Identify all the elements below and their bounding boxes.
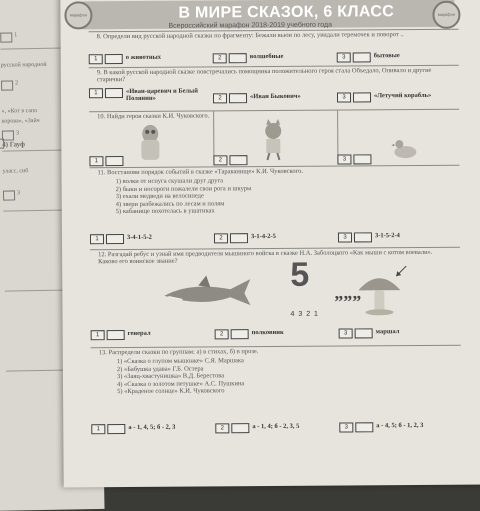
answer-box[interactable] <box>106 234 124 244</box>
box-number: 2 <box>15 80 19 87</box>
text-fragment: 4) Гауф <box>2 140 25 149</box>
option-1[interactable] <box>89 156 123 166</box>
answer-box <box>1 80 13 90</box>
answer-box[interactable] <box>355 328 373 338</box>
character-figure-1 <box>135 122 165 162</box>
option-number: 3 <box>339 328 353 338</box>
rebus-digits: 4 3 2 1 <box>290 310 319 318</box>
option-3[interactable] <box>337 92 431 103</box>
option-3[interactable] <box>337 52 400 62</box>
option-number: 2 <box>213 155 227 165</box>
option-number: 1 <box>91 424 105 434</box>
option-2[interactable] <box>213 93 301 104</box>
option-number: 3 <box>339 422 353 432</box>
option-2[interactable] <box>213 53 284 63</box>
events-list <box>116 177 252 216</box>
answer-box[interactable] <box>355 422 373 432</box>
option-1[interactable] <box>91 424 175 435</box>
task-12 <box>90 247 461 347</box>
option-label: полковник <box>251 328 284 337</box>
list-item: 3) ехали медведи на велосипеде <box>115 192 204 201</box>
arrow-icon <box>394 264 408 278</box>
option-number: 2 <box>214 233 228 243</box>
option-number: 2 <box>213 53 227 63</box>
option-number: 3 <box>338 232 352 242</box>
task-13 <box>91 345 462 449</box>
option-number: 3 <box>337 92 351 102</box>
option-3[interactable] <box>339 328 400 338</box>
option-number: 3 <box>337 52 351 62</box>
rebus-commas: „„„ <box>334 282 362 303</box>
box-number: 1 <box>14 32 18 39</box>
character-figure-3 <box>391 136 419 160</box>
option-label: «Иван-царевич и Белый Полянин» <box>125 87 199 103</box>
option-label: а - 4, 5; б - 1, 2, 3 <box>376 421 424 430</box>
list-item: 4) «Сказка о золотом петушке» А.С. Пушкина <box>116 379 245 388</box>
task-11 <box>89 165 460 249</box>
task-question: 8. Определи вид русской народной сказки по фрагменту: Бежали вьюи по лесу, увидали теремочек и поворот .. <box>96 31 404 41</box>
task-10 <box>89 109 459 167</box>
answer-box[interactable] <box>354 232 372 242</box>
option-label: а - 1, 4, 5; б - 2, 3 <box>128 423 176 432</box>
answer-box[interactable] <box>105 156 123 166</box>
option-label: 3-1-4-2-5 <box>250 232 276 241</box>
option-label: «Летучий корабль» <box>373 91 432 100</box>
option-number: 2 <box>213 93 227 103</box>
option-number: 2 <box>215 423 229 433</box>
worksheet <box>60 0 480 487</box>
option-2[interactable] <box>215 329 284 339</box>
list-item: 5) кабанище похотелась в ушатиках <box>115 207 215 216</box>
answer-box[interactable] <box>231 423 249 433</box>
character-figure-2 <box>253 119 293 161</box>
task-8 <box>89 29 459 67</box>
option-3[interactable] <box>339 422 423 433</box>
answer-box[interactable] <box>353 154 371 164</box>
task-question: 13. Распредели сказки по группам: а) в стихах, б) в прозе. <box>98 348 259 357</box>
option-label: 3-1-5-2-4 <box>374 232 400 240</box>
page-subtitle: Всероссийский марафон 2018-2019 учебного года <box>168 21 332 30</box>
option-3[interactable] <box>338 232 400 242</box>
answer-box[interactable] <box>229 53 247 63</box>
answer-box[interactable] <box>107 424 125 434</box>
option-number: 1 <box>89 54 103 64</box>
option-label: генерал <box>127 329 151 338</box>
marathon-logo: марафон <box>432 1 460 29</box>
option-2[interactable] <box>215 423 299 434</box>
task-question: 10. Найди героя сказки К.И. Чуковского. <box>97 112 210 121</box>
option-number: 3 <box>337 154 351 164</box>
task-question: 12. Разгадай ребус и узнай имя предводителя мышиного войска в сказке Н.А. Заболоцкого «Как мыши с котом воевали». Каково его воинское звание? <box>98 248 433 266</box>
box-number: 3 <box>15 130 20 137</box>
box-number: 3 <box>16 190 21 197</box>
option-1[interactable] <box>91 330 151 340</box>
list-item: 5) «Краденое солнце» К.И. Чуковского <box>117 387 225 396</box>
option-label: маршал <box>375 328 400 336</box>
task-question: 11. Восстанови порядок событий в сказке «Тараканище» К.И. Чуковского. <box>97 167 303 177</box>
task-9 <box>89 65 459 111</box>
answer-box[interactable] <box>230 233 248 243</box>
option-label: бытовые <box>373 52 400 60</box>
list-item: 1) «Сказка о глупом мышонке» С.Я. Маршака <box>116 357 244 366</box>
rebus-number: 5 <box>290 255 310 294</box>
option-number: 1 <box>89 88 103 98</box>
task-question: 9. В какой русской народной сказке повстречались помощника положительного героя стала Объедало, Опивало и другие старички? <box>96 66 432 84</box>
option-1[interactable] <box>89 54 161 65</box>
list-item: 2) «Бабушка удава» Г.Б. Остера <box>116 365 204 373</box>
list-item: 3) «Заяц-хвастунишка» В.Д. Берестова <box>116 372 225 381</box>
option-number: 1 <box>89 156 103 166</box>
option-2[interactable] <box>213 155 247 165</box>
answer-box[interactable] <box>353 92 371 102</box>
answer-box <box>0 139 4 149</box>
answer-box[interactable] <box>105 88 123 98</box>
option-label: о животных <box>125 53 161 62</box>
answer-box[interactable] <box>107 330 125 340</box>
option-number: 1 <box>90 234 104 244</box>
marathon-logo: марафон <box>64 1 92 29</box>
option-label: 3-4-1-5-2 <box>126 233 152 242</box>
answer-box <box>0 32 12 42</box>
option-number: 1 <box>91 330 105 340</box>
text-fragment: русской народной <box>0 61 47 69</box>
option-label: «Иван Быкович» <box>249 92 301 101</box>
page-title: В МИРЕ СКАЗОК, 6 КЛАСС <box>178 3 395 22</box>
answer-box <box>3 190 15 200</box>
option-label: а - 1, 4; б - 2, 3, 5 <box>252 422 300 431</box>
option-2[interactable] <box>214 233 276 243</box>
option-number: 2 <box>215 329 229 339</box>
option-1[interactable] <box>90 234 152 244</box>
list-item: 1) волки от испуга скушали друг друга <box>115 177 224 186</box>
text-fragment: », «Кот в сапо <box>1 108 38 115</box>
text-fragment: уласс, сиб <box>2 168 29 175</box>
option-1[interactable] <box>89 87 206 102</box>
option-label: волшебные <box>249 52 284 61</box>
rebus-shark-image <box>160 275 252 312</box>
list-item: 4) звери разбежались по лесам и полям <box>115 200 225 208</box>
option-3[interactable] <box>337 154 371 164</box>
answer-box[interactable] <box>231 329 249 339</box>
list-item: 2) быки и носороги пожалели свои рога и шкуры <box>115 184 252 193</box>
text-fragment: корова», «Зайч <box>1 117 40 125</box>
answer-box[interactable] <box>229 93 247 103</box>
answer-box[interactable] <box>353 52 371 62</box>
answer-box[interactable] <box>105 54 123 64</box>
header-banner <box>69 0 456 30</box>
answer-box[interactable] <box>229 155 247 165</box>
tales-list <box>117 357 245 396</box>
